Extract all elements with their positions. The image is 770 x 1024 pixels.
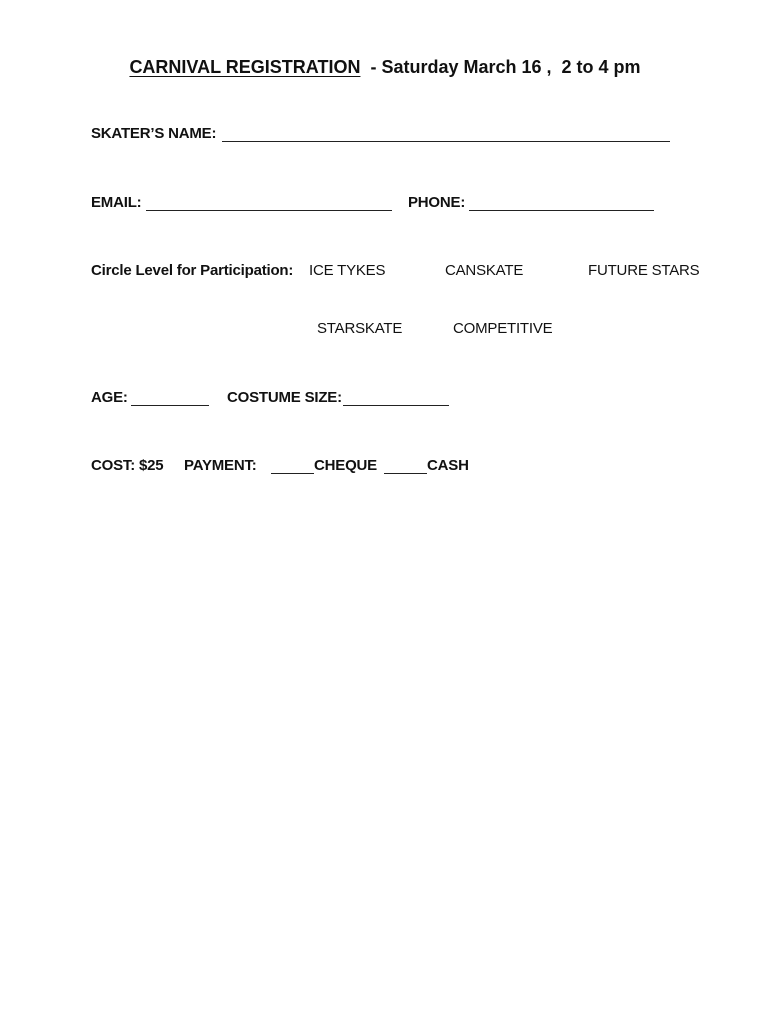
age-label: AGE: (91, 389, 128, 406)
level-option-canskate[interactable]: CANSKATE (445, 262, 524, 279)
level-option-future-stars[interactable]: FUTURE STARS (588, 262, 700, 279)
phone-field[interactable] (469, 210, 654, 211)
phone-label: PHONE: (408, 194, 466, 211)
cash-label: CASH (427, 457, 469, 474)
skater-name-label: SKATER’S NAME: (91, 125, 217, 142)
cost-label: COST: $25 (91, 457, 164, 474)
title-details: - Saturday March 16 , 2 to 4 pm (360, 57, 641, 77)
costume-size-field[interactable] (343, 405, 449, 406)
level-label: Circle Level for Participation: (91, 262, 294, 279)
costume-size-label: COSTUME SIZE: (227, 389, 342, 406)
email-label: EMAIL: (91, 194, 142, 211)
payment-label: PAYMENT: (184, 457, 257, 474)
level-option-ice-tykes[interactable]: ICE TYKES (309, 262, 386, 279)
level-option-starskate[interactable]: STARSKATE (317, 320, 403, 337)
skater-name-field[interactable] (222, 141, 670, 142)
level-option-competitive[interactable]: COMPETITIVE (453, 320, 553, 337)
form-title (0, 58, 770, 76)
age-field[interactable] (131, 405, 209, 406)
cash-field[interactable] (384, 473, 427, 474)
title-main: CARNIVAL REGISTRATION (129, 57, 361, 77)
email-field[interactable] (146, 210, 392, 211)
cheque-label: CHEQUE (314, 457, 377, 474)
cheque-field[interactable] (271, 473, 314, 474)
